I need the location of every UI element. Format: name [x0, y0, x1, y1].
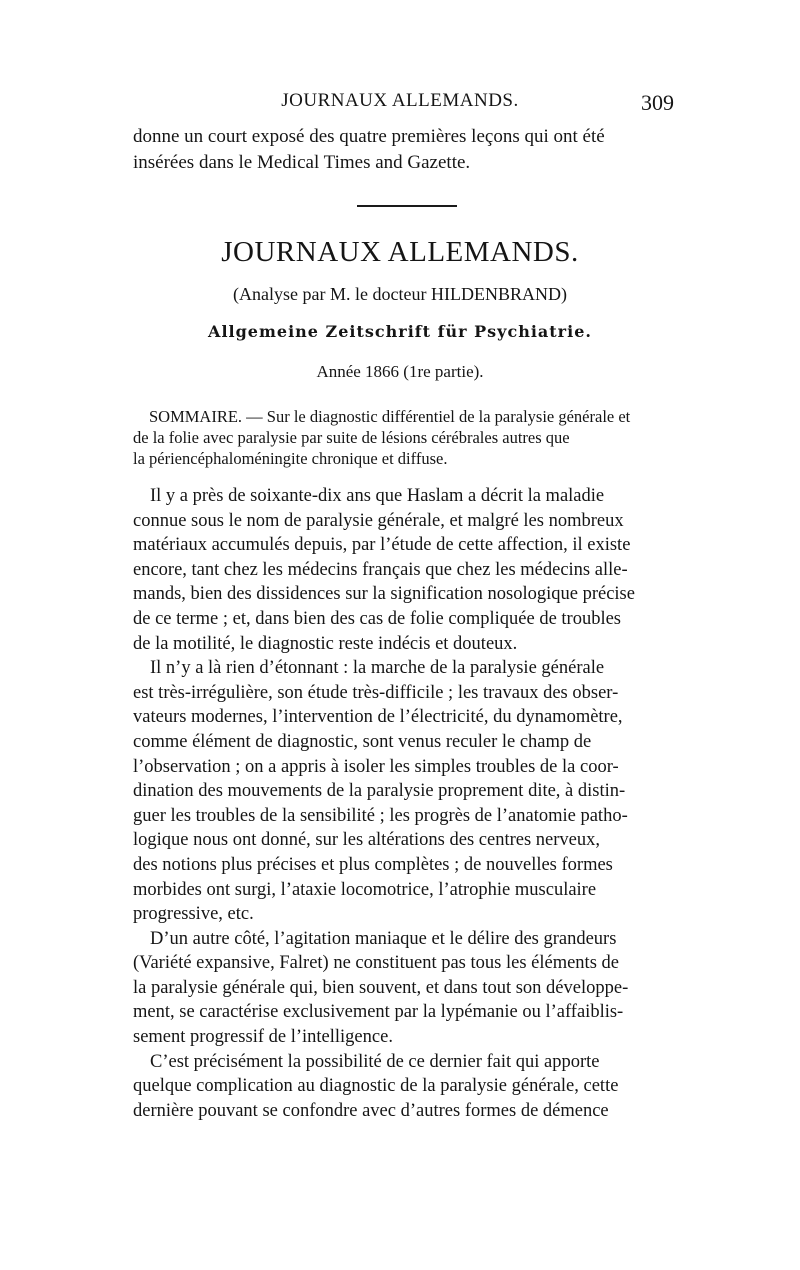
summary-block [133, 406, 680, 469]
text-line: donne un court exposé des quatre premières leçons qui ont été [133, 126, 605, 147]
text-line: logique nous ont donné, sur les altérations des centres nerveux, [133, 830, 601, 851]
text-line: progressive, etc. [133, 904, 254, 925]
text-line: comme élément de diagnostic, sont venus reculer le champ de [133, 731, 592, 752]
text-line: dination des mouvements de la paralysie proprement dite, à distin- [133, 781, 626, 802]
text-line: l’observation ; on a appris à isoler les simples troubles de la coor- [133, 756, 619, 777]
article-body [133, 484, 681, 1123]
journal-year: Année 1866 (1re partie). [316, 362, 484, 381]
text-line: matériaux accumulés depuis, par l’étude de cette affection, il existe [133, 535, 631, 556]
text-line: Il y a près de soixante-dix ans que Haslam a décrit la maladie [150, 486, 605, 506]
text-line: encore, tant chez les médecins français que chez les médecins alle- [133, 559, 628, 580]
text-line: connue sous le nom de paralysie générale, et malgré les nombreux [133, 510, 624, 531]
summary-line: de la folie avec paralysie par suite de lésions cérébrales autres que [133, 428, 570, 447]
text-line: morbides ont surgi, l’ataxie locomotrice, l’atrophie musculaire [133, 879, 597, 900]
text-line: C’est précisément la possibilité de ce dernier fait qui apporte [150, 1051, 600, 1072]
text-line: mands, bien des dissidences sur la signification nosologique précise [133, 584, 635, 605]
carryover-paragraph [133, 124, 680, 176]
journal-title: Allgemeine Zeitschrift für Psychiatrie. [208, 322, 592, 341]
summary-line: SOMMAIRE. — Sur le diagnostic différentiel de la paralysie générale et [149, 407, 631, 426]
paragraph [133, 1050, 681, 1124]
paragraph [133, 484, 681, 656]
text-line: (Variété expansive, Falret) ne constituent pas tous les éléments de [133, 953, 619, 974]
text-line: est très-irrégulière, son étude très-difficile ; les travaux des obser- [133, 682, 619, 703]
text-line: de ce terme ; et, dans bien des cas de folie compliquée de troubles [133, 608, 622, 629]
text-line: ment, se caractérise exclusivement par la lypémanie ou l’affaiblis- [133, 1002, 624, 1023]
section-heading: JOURNAUX ALLEMANDS. [221, 236, 579, 268]
text-line: insérées dans le Medical Times and Gazette. [133, 152, 471, 173]
section-divider [357, 205, 457, 207]
text-line: des notions plus précises et plus complètes ; de nouvelles formes [133, 854, 613, 875]
text-line: la paralysie générale qui, bien souvent, et dans tout son développe- [133, 977, 629, 998]
text-line: dernière pouvant se confondre avec d’autres formes de démence [133, 1100, 609, 1121]
running-header [0, 90, 800, 114]
text-line: sement progressif de l’intelligence. [133, 1027, 393, 1048]
summary-line: la périencéphaloméningite chronique et diffuse. [133, 449, 448, 468]
text-line: D’un autre côté, l’agitation maniaque et le délire des grandeurs [150, 928, 617, 949]
text-line: guer les troubles de la sensibilité ; les progrès de l’anatomie patho- [133, 805, 628, 826]
running-title: JOURNAUX ALLEMANDS. [281, 90, 519, 111]
paragraph [133, 927, 681, 1050]
text-line: de la motilité, le diagnostic reste indécis et douteux. [133, 633, 518, 654]
page-number: 309 [641, 90, 674, 115]
text-line: Il n’y a là rien d’étonnant : la marche de la paralysie générale [150, 658, 605, 679]
paragraph [133, 656, 681, 927]
text-line: vateurs modernes, l’intervention de l’électricité, du dynamomètre, [133, 707, 623, 728]
text-line: quelque complication au diagnostic de la paralysie générale, cette [133, 1076, 619, 1097]
author-byline: (Analyse par M. le docteur HILDENBRAND) [233, 284, 567, 304]
